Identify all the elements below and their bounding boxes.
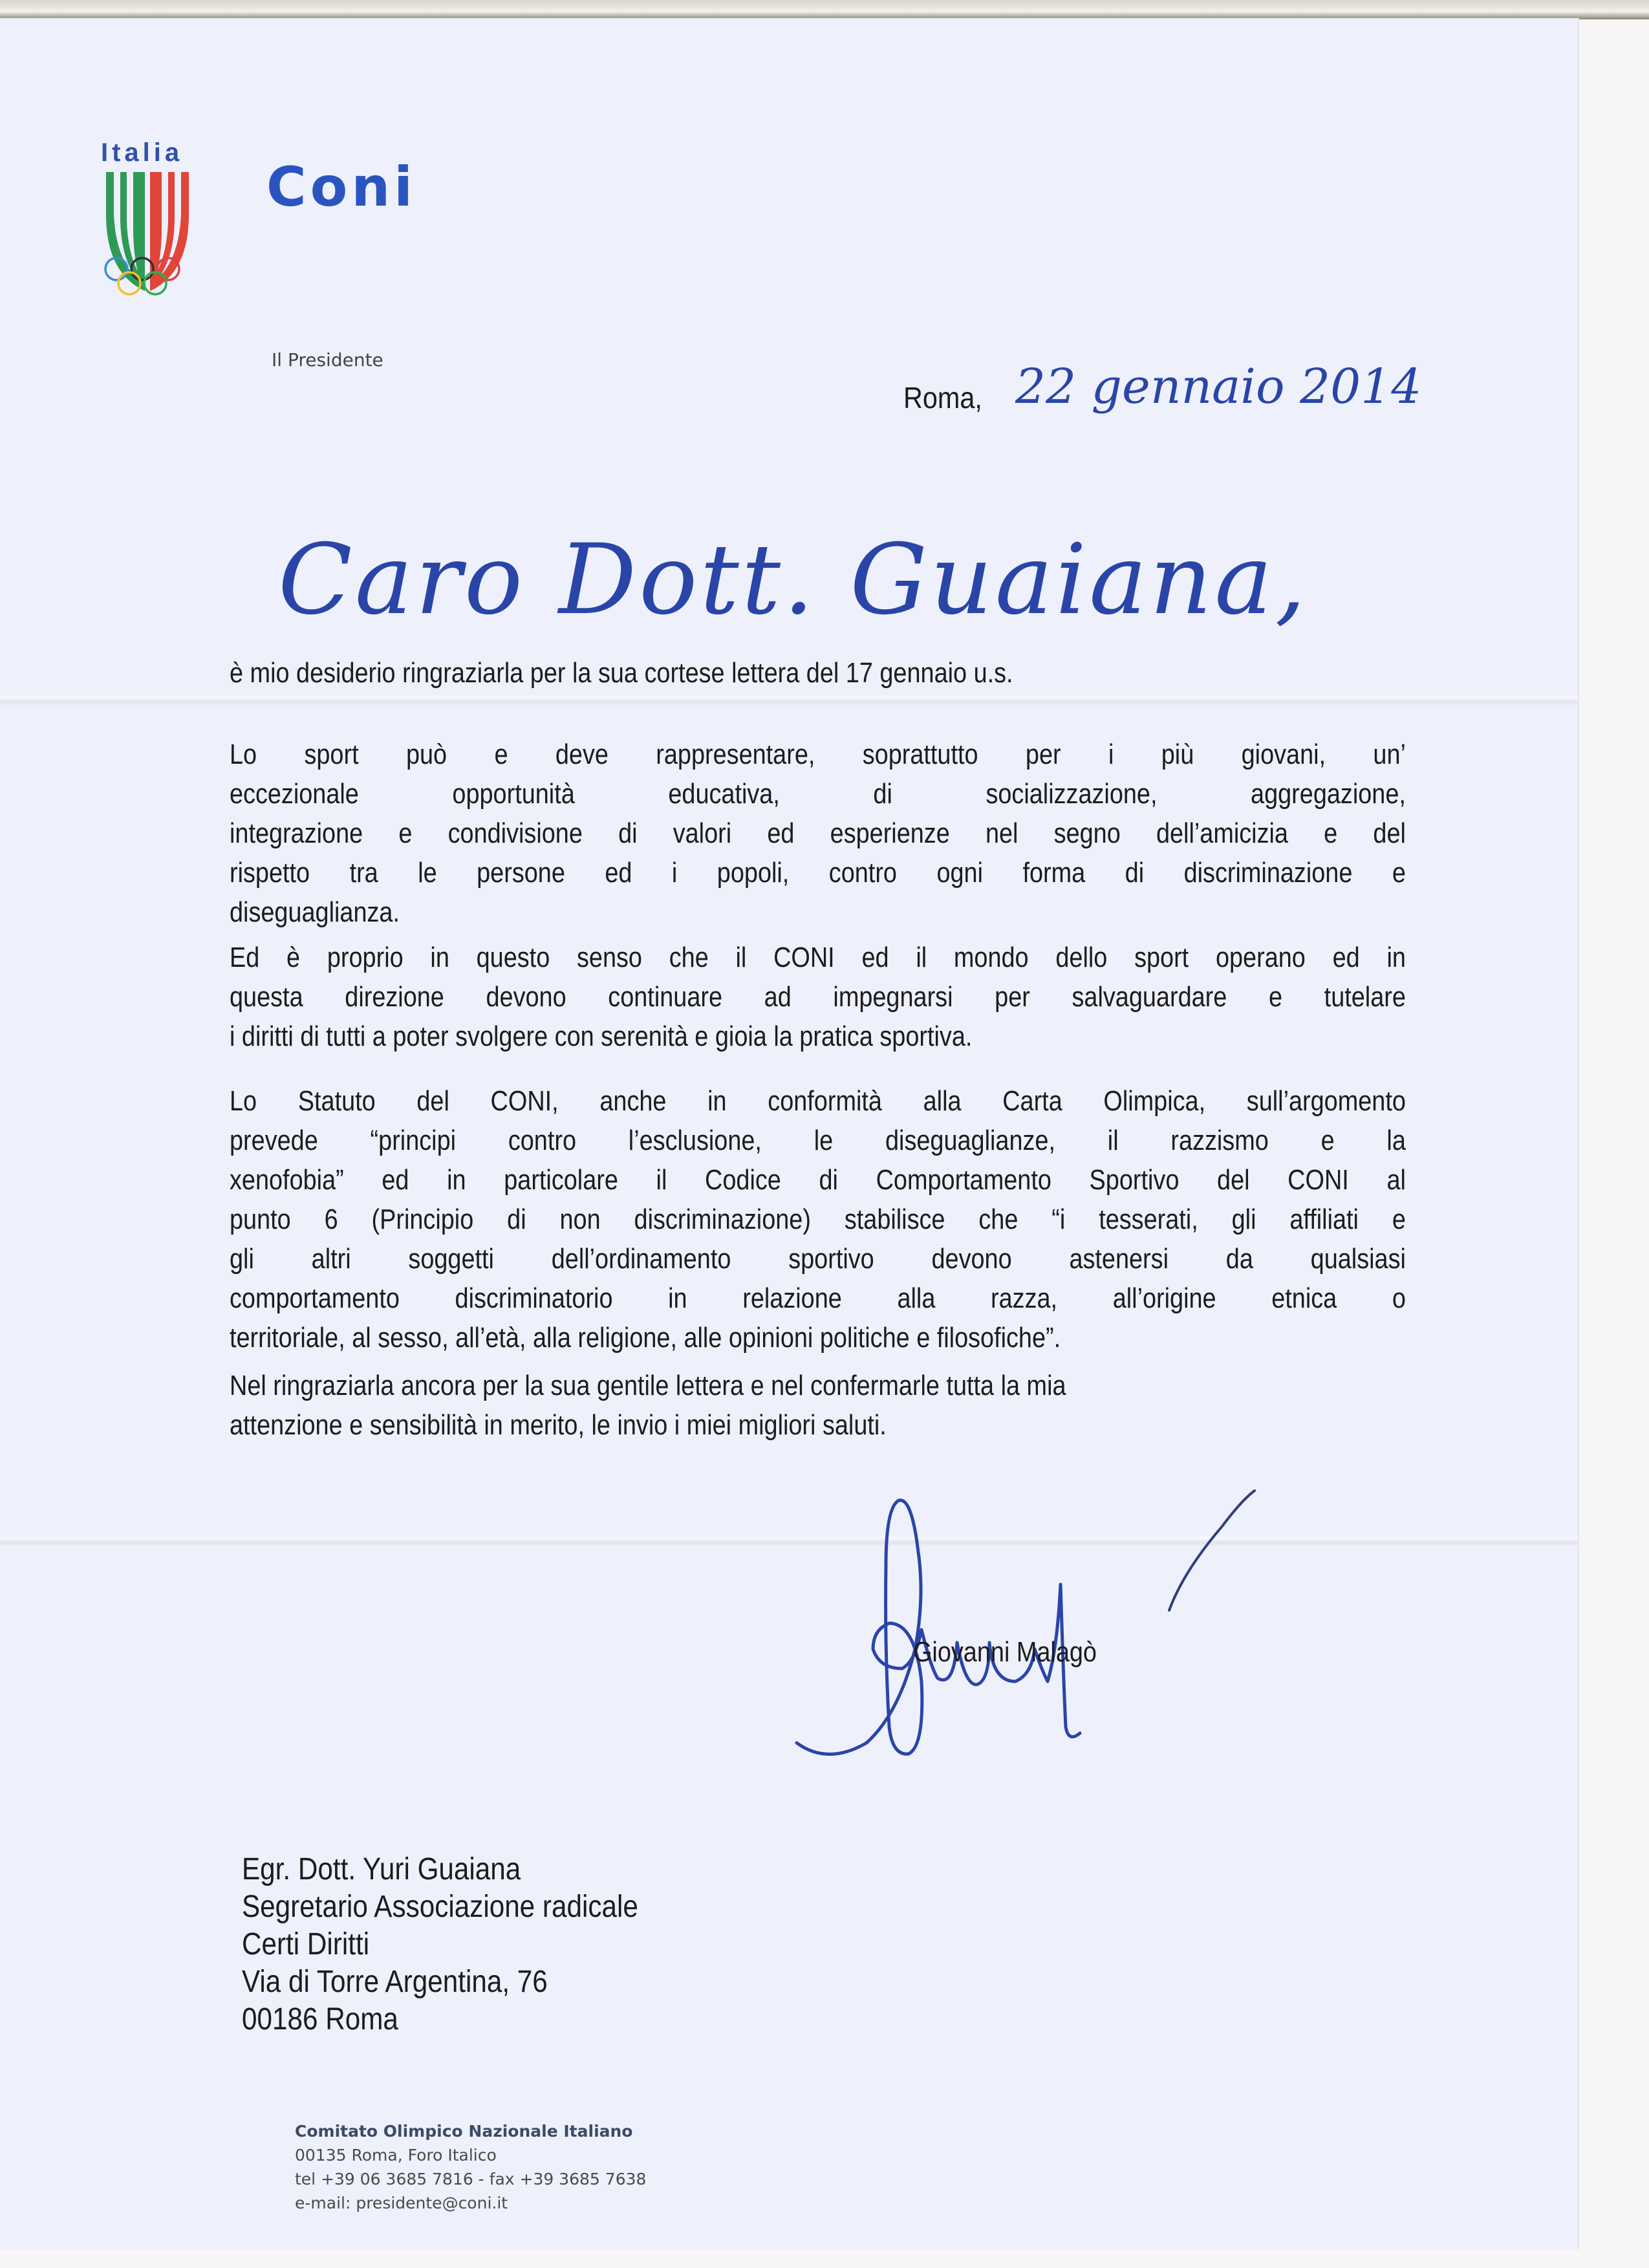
recipient-line: Via di Torre Argentina, 76 [242,1965,548,1999]
logo-country-text: Italia [101,138,184,167]
body-paragraph [230,938,1406,1056]
olympic-rings-icon [103,255,191,301]
body-paragraph [230,1366,1406,1445]
paragraph-line: Nel ringraziarla ancora per la sua gentile lettera e nel confermarle tutta la mia [230,1370,1066,1401]
paragraph-line: Ed è proprio in questo senso che il CONI ed il mondo dello sport operano ed in [230,942,1406,973]
paragraph-line: punto 6 (Principio di non discriminazione) stabilisce che “i tesserati, gli affiliati e [230,1204,1406,1235]
handwritten-salutation: Caro Dott. Guaiana, [278,524,1309,636]
paragraph-line: Lo sport può e deve rappresentare, soprattutto per i più giovani, un’ [230,739,1406,770]
footer-phone-fax: tel +39 06 3685 7816 - fax +39 3685 7638 [295,2170,647,2188]
paragraph-line: diseguaglianza. [230,896,400,928]
paragraph-line: i diritti di tutti a poter svolgere con serenità e gioia la pratica sportiva. [230,1021,973,1052]
scanner-edge [0,0,1649,19]
footer-email: e-mail: presidente@coni.it [295,2194,508,2212]
logo-org-text: Coni [266,155,416,219]
paragraph-line: rispetto tra le persone ed i popoli, contro ogni forma di discriminazione e [230,857,1406,889]
paragraph-line: integrazione e condivisione di valori ed esperienze nel segno dell’amicizia e del [230,817,1406,849]
recipient-line: Segretario Associazione radicale [242,1890,638,1924]
office-title: Il Presidente [272,349,383,371]
footer-address: 00135 Roma, Foro Italico [295,2146,497,2165]
handwritten-date: 22 gennaio 2014 [1015,359,1422,415]
paragraph-line: comportamento discriminatorio in relazione alla razza, all’origine etnica o [230,1282,1406,1314]
recipient-line: Egr. Dott. Yuri Guaiana [242,1852,521,1886]
recipient-line: 00186 Roma [242,2002,398,2036]
recipient-line: Certi Diritti [242,1927,370,1961]
paragraph-line: è mio desiderio ringraziarla per la sua cortese lettera del 17 gennaio u.s. [230,657,1013,689]
body-paragraph [230,1081,1406,1357]
paragraph-line: xenofobia” ed in particolare il Codice di Comportamento Sportivo del CONI al [230,1164,1406,1196]
paragraph-line: eccezionale opportunità educativa, di socializzazione, aggregazione, [230,778,1406,810]
date-place: Roma, [903,381,982,415]
footer-org-name: Comitato Olimpico Nazionale Italiano [295,2122,633,2141]
handwritten-signature-icon [776,1455,1358,1778]
body-paragraph [230,735,1406,932]
body-paragraph [230,653,1406,693]
signatory-name: Giovanni Malagò [913,1636,1097,1668]
paragraph-line: prevede “principi contro l’esclusione, le diseguaglianze, il razzismo e la [230,1125,1406,1156]
paragraph-line: questa direzione devono continuare ad impegnarsi per salvaguardare e tutelare [230,981,1406,1013]
paragraph-line: territoriale, al sesso, all’età, alla religione, alle opinioni politiche e filosofiche”. [230,1322,1061,1354]
paragraph-line: attenzione e sensibilità in merito, le invio i miei migliori saluti. [230,1409,887,1441]
paragraph-line: Lo Statuto del CONI, anche in conformità alla Carta Olimpica, sull’argomento [230,1085,1406,1117]
paragraph-line: gli altri soggetti dell’ordinamento sportivo devono astenersi da qualsiasi [230,1243,1406,1275]
paper-fold [0,694,1578,706]
